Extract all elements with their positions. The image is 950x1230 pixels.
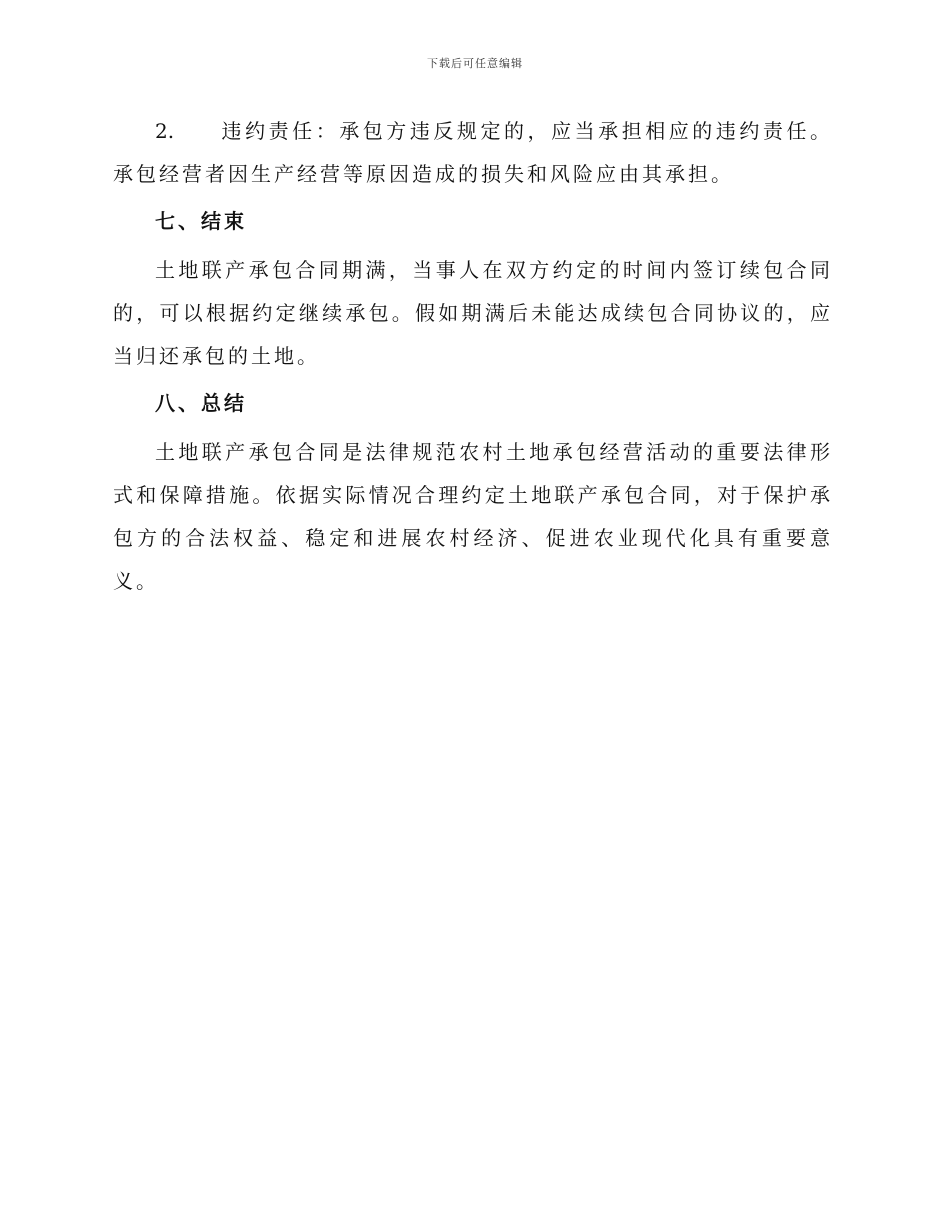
section-7-paragraph: 土地联产承包合同期满，当事人在双方约定的时间内签订续包合同的，可以根据约定继续承包。假如期满后未能达成续包合同协议的，应当归还承包的土地。 <box>113 258 833 368</box>
section-8-paragraph: 土地联产承包合同是法律规范农村土地承包经营活动的重要法律形式和保障措施。依据实际情况合理约定土地联产承包合同，对于保护承包方的合法权益、稳定和进展农村经济、促进农业现代化具有重要意义。 <box>113 440 833 593</box>
section-heading-8: 八、总结 <box>155 391 247 415</box>
list-item-number: 2. <box>155 119 175 143</box>
list-item-2 <box>113 110 833 196</box>
list-item-text: 违约责任：承包方违反规定的，应当承担相应的违约责任。承包经营者因生产经营等原因造成的损失和风险应由其承担。 <box>113 119 833 186</box>
page-header-note: 下载后可任意编辑 <box>427 57 523 70</box>
section-heading-7: 七、结束 <box>155 209 247 233</box>
document-body <box>113 110 833 603</box>
